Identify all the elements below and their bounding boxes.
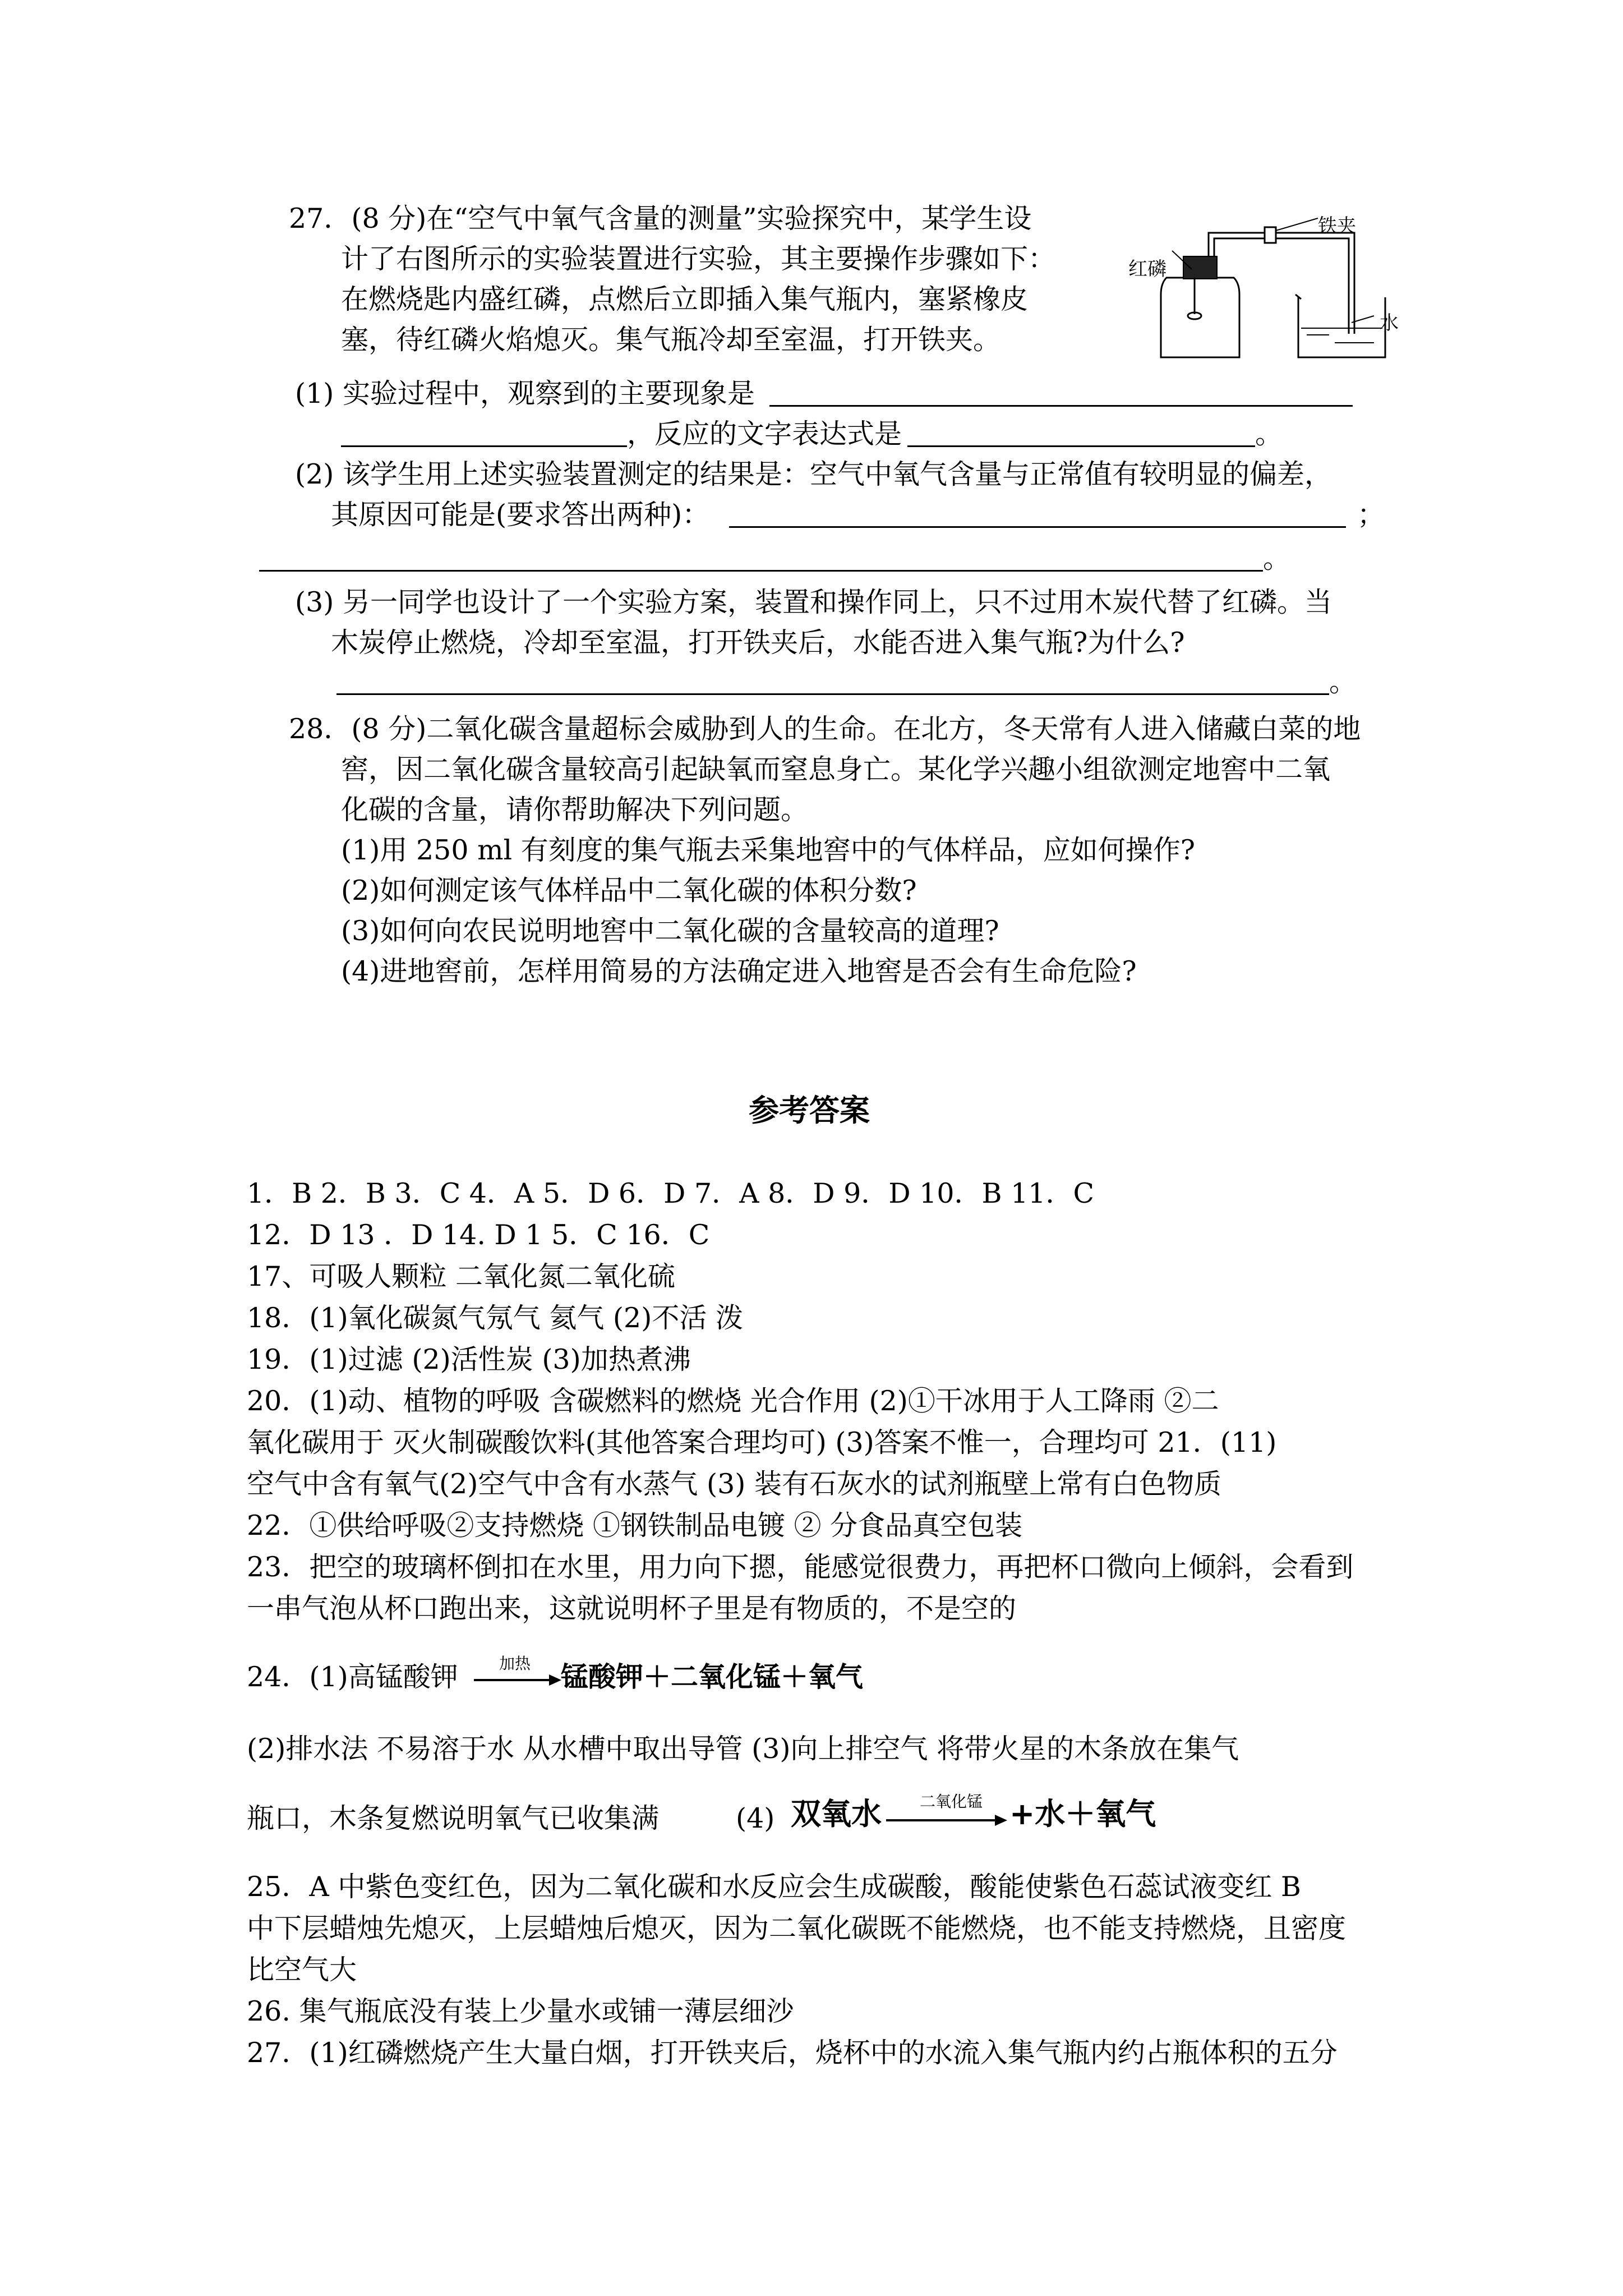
- answer-24-line-3: 瓶口，木条复燃说明氧气已收集满: [247, 1802, 660, 1834]
- q27-part3-line-a: (3) 另一同学也设计了一个实验方案，装置和操作同上，只不过用木炭代替了红磷。当: [295, 586, 1332, 618]
- q27-part2-line-b: 其原因可能是(要求答出两种)：: [331, 499, 710, 531]
- answer-21: 空气中含有氧气(2)空气中含有水蒸气 (3) 装有石灰水的试剂瓶壁上常有白色物质: [247, 1468, 1221, 1500]
- answer-line-2: 12．D 13 ．D 14. D 1 5．C 16．C: [247, 1219, 710, 1251]
- q27-part1-blank-1[interactable]: [769, 405, 1353, 407]
- q27-part2-line-c: ；: [1357, 499, 1385, 531]
- answer-24-part4-reactant: 双氧水: [791, 1796, 882, 1832]
- answer-line-1: 1．B 2．B 3．C 4．A 5．D 6．D 7．A 8．D 9．D 10．B 11．C: [247, 1177, 1094, 1209]
- answer-17: 17、可吸人颗粒 二氧化氮二氧化硫: [247, 1260, 675, 1292]
- q28-sub-3: (3)如何向农民说明地窖中二氧化碳的含量较高的道理?: [341, 915, 999, 947]
- answer-24-condition: 加热: [499, 1654, 531, 1673]
- answer-25-line-a: 25．A 中紫色变红色，因为二氧化碳和水反应会生成碳酸，酸能使紫色石蕊试液变红 B: [247, 1871, 1301, 1903]
- q27-part1-line-c: 。: [1255, 418, 1283, 450]
- q27-part1-line-a: (1) 实验过程中，观察到的主要现象是: [295, 378, 755, 409]
- answer-24-part4-condition: 二氧化锰: [920, 1792, 983, 1811]
- answer-26: 26. 集气瓶底没有装上少量水或铺一薄层细沙: [247, 1995, 794, 2027]
- answer-22: 22．①供给呼吸②支持燃烧 ①钢铁制品电镀 ② 分食品真空包装: [247, 1510, 1023, 1542]
- q27-part1-line-b: ，反应的文字表达式是: [627, 418, 902, 450]
- q27-part3-line-c: 。: [1329, 666, 1357, 698]
- q27-part1-blank-3[interactable]: [907, 445, 1255, 447]
- q27-line-3: 在燃烧匙内盛红磷，点燃后立即插入集气瓶内，塞紧橡皮: [341, 283, 1029, 315]
- q27-part2-line-d: 。: [1263, 542, 1291, 574]
- q27-part3-line-b: 木炭停止燃烧，冷却至室温，打开铁夹后，水能否进入集气瓶?为什么?: [331, 627, 1185, 659]
- q27-part2-blank-1[interactable]: [729, 526, 1346, 528]
- q28-line-2: 窖，因二氧化碳含量较高引起缺氧而窒息身亡。某化学兴趣小组欲测定地窖中二氧: [341, 753, 1331, 785]
- answer-24-part4-products: +水＋氧气: [1009, 1796, 1156, 1832]
- q28-sub-4: (4)进地窖前，怎样用简易的方法确定进入地窖是否会有生命危险?: [341, 955, 1137, 987]
- figure-label-phosphorus: 红磷: [1128, 258, 1166, 280]
- answer-27: 27．(1)红磷燃烧产生大量白烟，打开铁夹后，烧杯中的水流入集气瓶内约占瓶体积的五分: [247, 2037, 1338, 2069]
- q28-line-1: 28．(8 分)二氧化碳含量超标会威胁到人的生命。在北方，冬天常有人进入储藏白菜的地: [289, 713, 1361, 745]
- q27-part2-line-a: (2) 该学生用上述实验装置测定的结果是：空气中氧气含量与正常值有较明显的偏差，: [295, 458, 1332, 490]
- q27-part3-blank[interactable]: [336, 693, 1329, 695]
- answer-23-line-b: 一串气泡从杯口跑出来，这就说明杯子里是有物质的，不是空的: [247, 1593, 1017, 1625]
- answer-23-line-a: 23．把空的玻璃杯倒扣在水里，用力向下摁，能感觉很费力，再把杯口微向上倾斜，会看到: [247, 1551, 1354, 1583]
- reaction-arrow-icon: [474, 1679, 558, 1681]
- reaction-arrow-2-icon: [886, 1819, 1004, 1821]
- q28-sub-1: (1)用 250 ml 有刻度的集气瓶去采集地窖中的气体样品，应如何操作?: [341, 834, 1196, 866]
- q27-part1-blank-2[interactable]: [341, 445, 627, 447]
- answer-24-products: 锰酸钾＋二氧化锰＋氧气: [561, 1661, 864, 1693]
- answer-25-line-b: 中下层蜡烛先熄灭，上层蜡烛后熄灭，因为二氧化碳既不能燃烧，也不能支持燃烧，且密度: [247, 1912, 1347, 1944]
- answer-20-line-a: 20．(1)动、植物的呼吸 含碳燃料的燃烧 光合作用 (2)①干冰用于人工降雨 ②二: [247, 1385, 1219, 1417]
- figure-label-clamp: 铁夹: [1318, 215, 1356, 237]
- answer-24-part4-number: (4): [736, 1802, 775, 1834]
- answer-25-line-c: 比空气大: [247, 1954, 357, 1986]
- q27-line-4: 塞，待红磷火焰熄灭。集气瓶冷却至室温，打开铁夹。: [341, 324, 1001, 356]
- answer-24-prefix: 24．(1)高锰酸钾: [247, 1661, 458, 1693]
- answers-title: 参考答案: [749, 1093, 870, 1128]
- q27-line-2: 计了右图所示的实验装置进行实验，其主要操作步骤如下：: [341, 243, 1056, 275]
- answer-19: 19．(1)过滤 (2)活性炭 (3)加热煮沸: [247, 1343, 691, 1375]
- figure-label-water: 水: [1380, 312, 1399, 334]
- q28-line-3: 化碳的含量，请你帮助解决下列问题。: [341, 794, 809, 826]
- q28-sub-2: (2)如何测定该气体样品中二氧化碳的体积分数?: [341, 875, 917, 907]
- answer-18: 18．(1)氧化碳氮气氖气 氦气 (2)不活 泼: [247, 1302, 743, 1334]
- q27-line-1: 27．(8 分)在“空气中氧气含量的测量”实验探究中，某学生设: [289, 203, 1032, 234]
- q27-part2-blank-2[interactable]: [259, 570, 1263, 572]
- answer-20-line-b: 氧化碳用于 灭火制碳酸饮料(其他答案合理均可) (3)答案不惟一，合理均可 21．(11): [247, 1427, 1277, 1458]
- answer-24-line-2: (2)排水法 不易溶于水 从水槽中取出导管 (3)向上排空气 将带火星的木条放在集气: [247, 1733, 1239, 1765]
